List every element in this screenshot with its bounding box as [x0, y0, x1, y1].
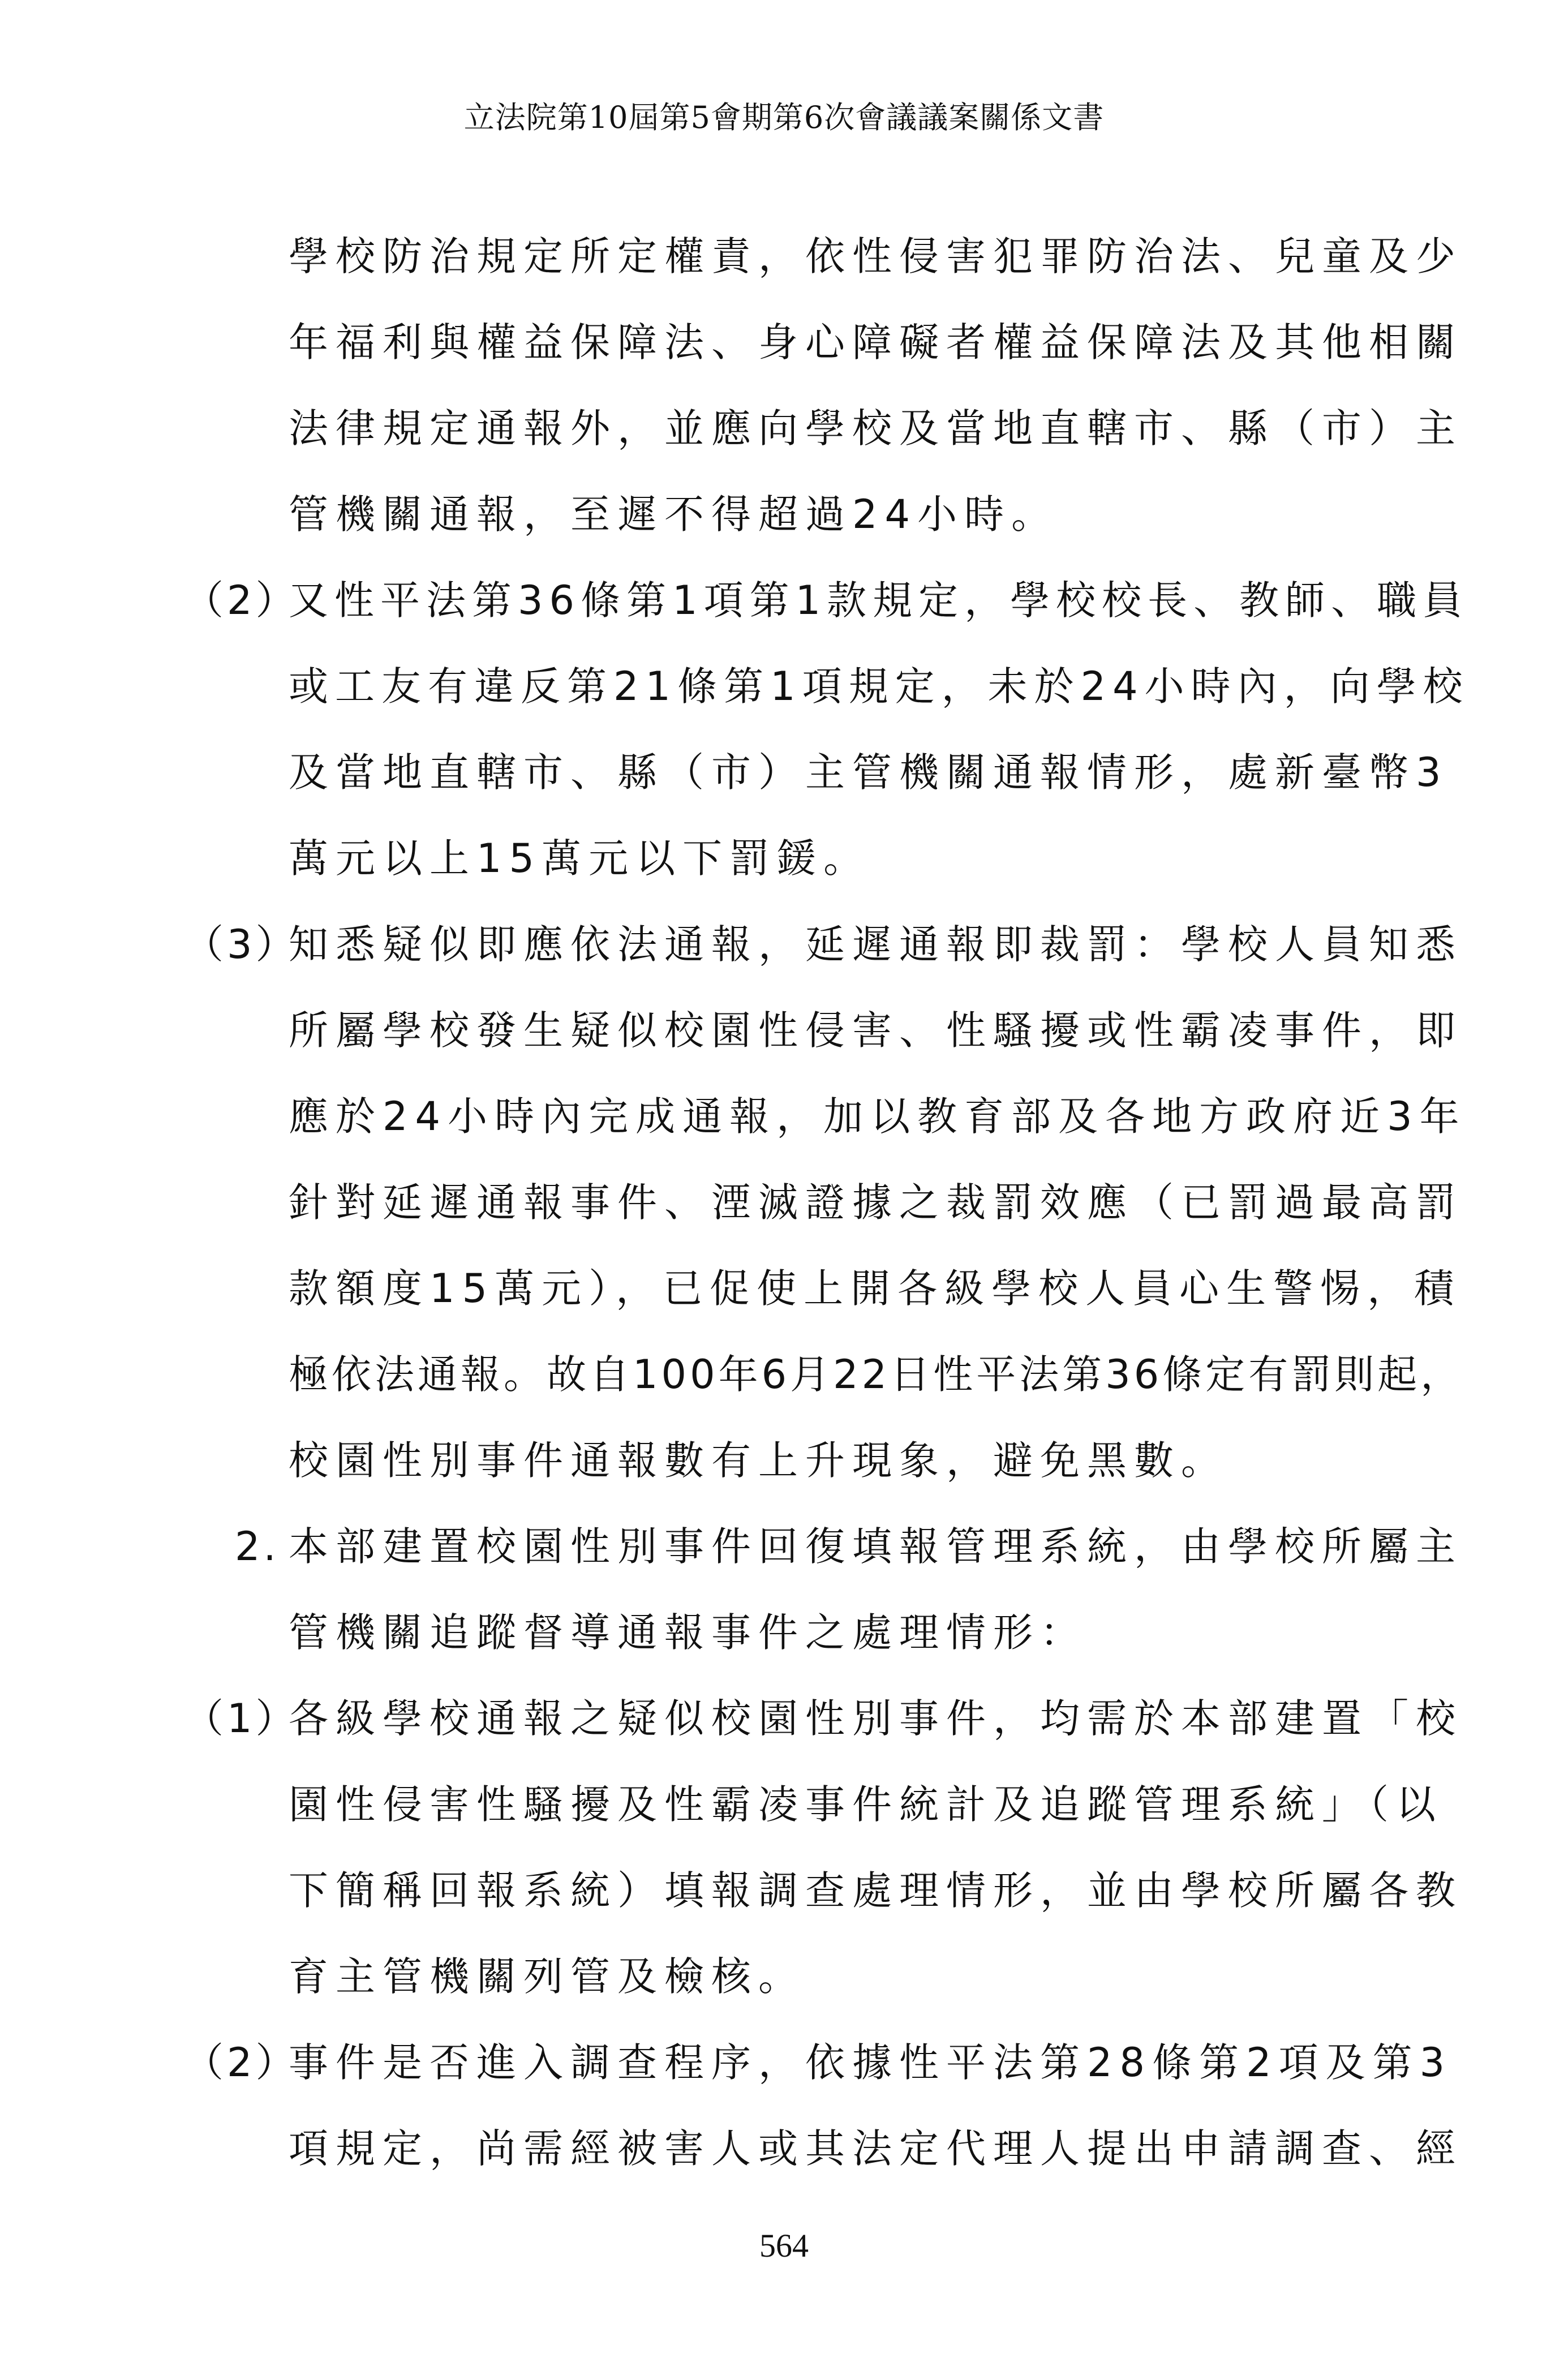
paragraph-line: 及當地直轄市、縣（市）主管機關通報情形，處新臺幣3	[289, 749, 1449, 796]
paragraph-line: 育主管機關列管及檢核。	[289, 1953, 805, 2000]
paragraph-line: 年福利與權益保障法、身心障礙者權益保障法及其他相關	[289, 319, 1463, 366]
page-number: 564	[759, 2227, 809, 2264]
paragraph-line: 下簡稱回報系統）填報調查處理情形，並由學校所屬各教	[289, 1867, 1463, 1914]
paragraph-line: 事件是否進入調查程序，依據性平法第28條第2項及第3	[289, 2039, 1453, 2086]
paragraph-line: 校園性別事件通報數有上升現象，避免黑數。	[289, 1437, 1228, 1484]
paragraph-line: 款額度15萬元），已促使上開各級學校人員心生警惕，積	[289, 1265, 1462, 1312]
list-marker: （1）	[184, 1695, 299, 1742]
document-header: 立法院第10屆第5會期第6次會議議案關係文書	[463, 100, 1105, 135]
list-marker: （2）	[184, 577, 299, 624]
paragraph-line: 極依法通報。故自100年6月22日性平法第36條定有罰則起，	[289, 1351, 1464, 1398]
paragraph-line: 針對延遲通報事件、湮滅證據之裁罰效應（已罰過最高罰	[289, 1179, 1463, 1226]
paragraph-line: 或工友有違反第21條第1項規定，未於24小時內，向學校	[289, 663, 1470, 710]
paragraph-line: 所屬學校發生疑似校園性侵害、性騷擾或性霸凌事件，即	[289, 1007, 1463, 1054]
paragraph-line: 學校防治規定所定權責，依性侵害犯罪防治法、兒童及少	[289, 233, 1463, 280]
list-marker: （3）	[184, 921, 299, 968]
paragraph-line: 應於24小時內完成通報，加以教育部及各地方政府近3年	[289, 1093, 1467, 1140]
list-marker: （2）	[184, 2039, 299, 2086]
paragraph-line: 本部建置校園性別事件回復填報管理系統，由學校所屬主	[289, 1523, 1463, 1570]
paragraph-line: 管機關追蹤督導通報事件之處理情形：	[289, 1609, 1087, 1656]
list-marker: 2.	[235, 1523, 280, 1570]
paragraph-line: 又性平法第36條第1項第1款規定，學校校長、教師、職員	[289, 577, 1469, 624]
paragraph-line: 萬元以上15萬元以下罰鍰。	[289, 835, 871, 882]
paragraph-line: 管機關通報，至遲不得超過24小時。	[289, 491, 1059, 538]
paragraph-line: 各級學校通報之疑似校園性別事件，均需於本部建置「校	[289, 1695, 1463, 1742]
paragraph-line: 園性侵害性騷擾及性霸凌事件統計及追蹤管理系統」（以	[289, 1781, 1443, 1828]
paragraph-line: 項規定，尚需經被害人或其法定代理人提出申請調查、經	[289, 2125, 1463, 2172]
paragraph-line: 知悉疑似即應依法通報，延遲通報即裁罰：學校人員知悉	[289, 921, 1463, 968]
paragraph-line: 法律規定通報外，並應向學校及當地直轄市、縣（市）主	[289, 405, 1463, 452]
